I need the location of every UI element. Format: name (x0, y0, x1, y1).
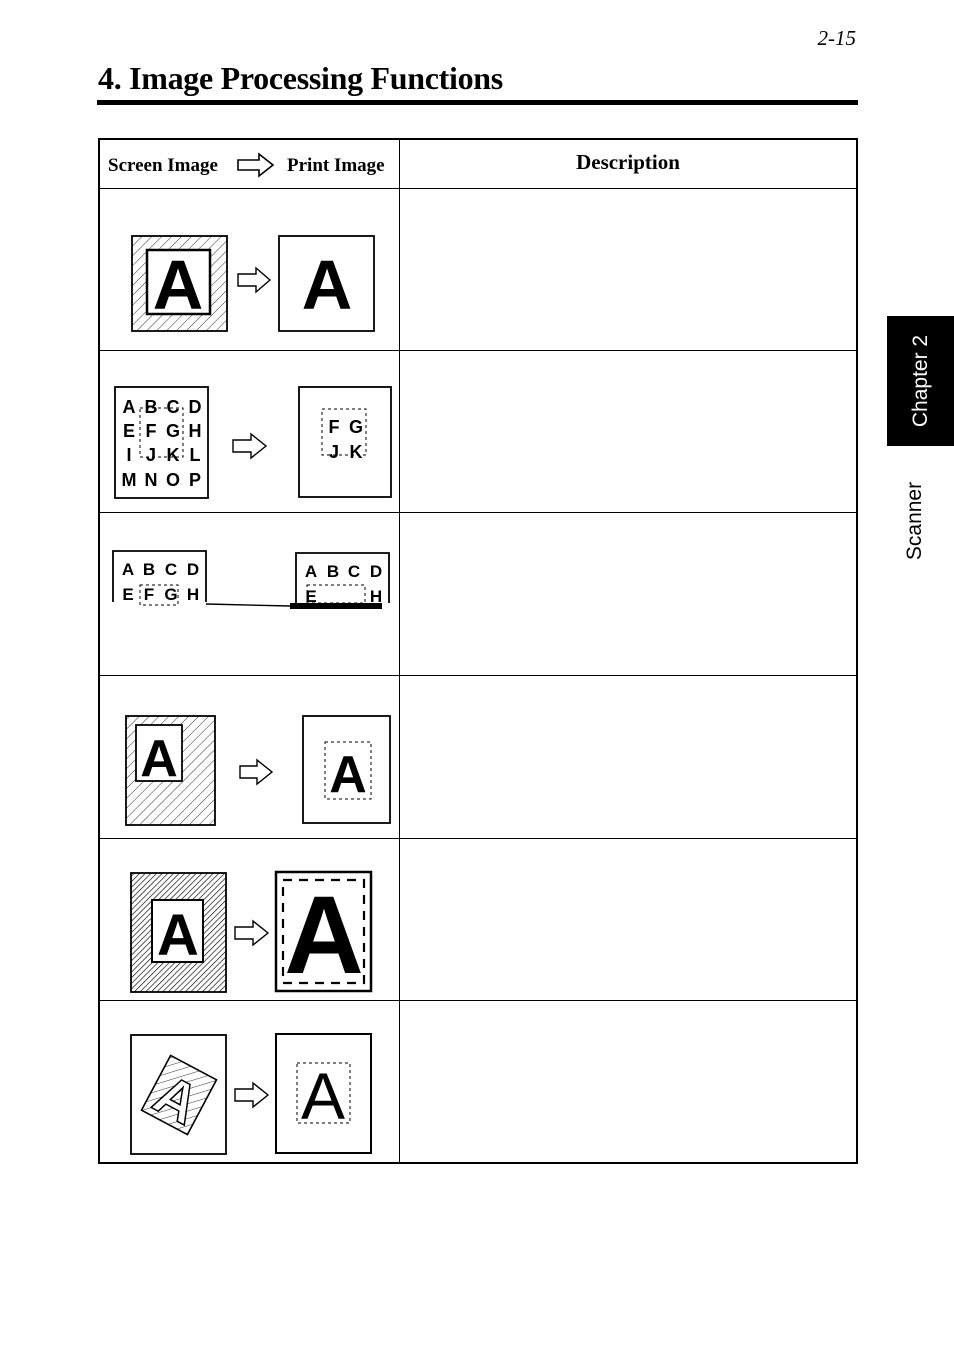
header-print-image: Print Image (287, 155, 385, 176)
row-4-figure (100, 676, 399, 838)
strip-letter: H (186, 585, 200, 604)
grid-letter: I (126, 445, 132, 465)
clipped-bar (290, 603, 382, 609)
screen-tilted-page (131, 1035, 226, 1154)
row-2-description (400, 351, 856, 512)
right-arrow-icon (235, 921, 268, 945)
header-description: Description (576, 150, 680, 174)
crop-letter: J (328, 442, 340, 462)
header-description-column (400, 140, 856, 188)
screen-dark-frame (131, 873, 226, 992)
grid-letter: H (188, 421, 202, 441)
print-cropped-grid (299, 387, 391, 497)
right-arrow-icon (238, 268, 270, 292)
strip-letter: E (305, 587, 317, 606)
print-page (303, 716, 390, 823)
print-letter: A (329, 746, 367, 804)
row-4-description (400, 676, 856, 838)
print-straightened (276, 1034, 371, 1153)
grid-letter: F (145, 421, 157, 441)
row-6-description (400, 1001, 856, 1162)
row-6-figure (100, 1001, 399, 1163)
row-2-figure (100, 351, 399, 513)
function-table (98, 138, 858, 1164)
row-1-figure (100, 189, 399, 351)
row-3-description (400, 513, 856, 675)
strip-letter: C (347, 562, 361, 581)
screen-image-frame (132, 236, 227, 331)
right-arrow-icon (236, 152, 276, 178)
grid-letter: E (122, 421, 136, 441)
crop-letter: G (348, 417, 364, 437)
grid-letter: C (166, 397, 180, 417)
crop-letter: F (328, 417, 340, 437)
row-1-description (400, 189, 856, 350)
strip-letter: B (142, 560, 156, 579)
section-label (887, 466, 943, 576)
print-enlarged (276, 872, 371, 997)
grid-letter: D (188, 397, 202, 417)
grid-letter: L (189, 445, 201, 465)
right-arrow-icon (233, 434, 266, 458)
grid-letter: M (121, 470, 137, 490)
strip-letter: E (122, 585, 134, 604)
grid-letter: B (144, 397, 158, 417)
screen-letter: A (152, 246, 204, 324)
screen-letter: A (140, 730, 178, 788)
title-rule (97, 100, 858, 105)
print-letter: A (301, 246, 353, 324)
print-letter-strip (296, 553, 389, 606)
strip-letter: A (121, 560, 135, 579)
grid-letter: P (188, 470, 202, 490)
section-label-text: Scanner (903, 481, 926, 561)
strip-letter: D (186, 560, 200, 579)
page-number: 2-15 (817, 26, 856, 50)
screen-letter: A (157, 903, 199, 968)
screen-letter-strip (113, 551, 206, 605)
chapter-tab[interactable] (887, 316, 954, 446)
grid-letter: O (165, 470, 181, 490)
strip-letter: F (143, 585, 155, 604)
grid-letter: G (165, 421, 181, 441)
strip-letter: H (369, 587, 383, 606)
row-3-figure (100, 513, 399, 675)
print-letter: A (284, 874, 364, 997)
strip-letter: G (164, 585, 178, 604)
grid-letter: N (144, 470, 158, 490)
row-5-figure (100, 839, 399, 1001)
crop-letter: K (349, 442, 363, 462)
page-title: 4. Image Processing Functions (98, 60, 503, 96)
strip-letter: D (369, 562, 383, 581)
screen-hatched-page (126, 716, 215, 825)
screen-letter-grid (115, 387, 208, 498)
grid-letter: K (166, 445, 180, 465)
chapter-tab-label: Chapter 2 (908, 334, 932, 428)
header-image-column (100, 140, 399, 188)
right-arrow-icon (235, 1083, 268, 1107)
right-arrow-icon (240, 760, 272, 784)
print-image-frame (279, 236, 374, 331)
header-screen-image: Screen Image (108, 155, 218, 176)
strip-letter: C (164, 560, 178, 579)
strip-letter: A (304, 562, 318, 581)
row-5-description (400, 839, 856, 1000)
print-letter: A (300, 1059, 346, 1133)
strip-letter: B (326, 562, 340, 581)
grid-letter: A (122, 397, 136, 417)
grid-letter: J (145, 445, 157, 465)
screen-letter: A (144, 1061, 210, 1137)
